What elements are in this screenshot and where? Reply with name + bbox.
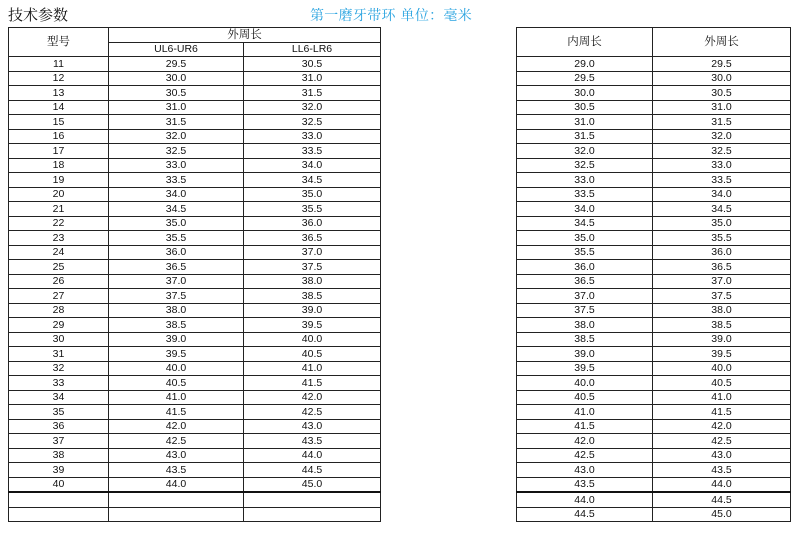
table-cell: 35.5 xyxy=(517,246,653,260)
table-cell: 42.0 xyxy=(244,391,381,405)
table-cell: 39.5 xyxy=(109,347,244,362)
table-row xyxy=(517,260,791,275)
table-row xyxy=(9,391,381,405)
table-cell: 43.0 xyxy=(109,449,244,463)
table-row xyxy=(517,144,791,159)
table-row xyxy=(9,159,381,173)
table-cell: 32.0 xyxy=(244,101,381,115)
table-cell: 37.5 xyxy=(653,289,791,304)
table-row xyxy=(517,130,791,144)
table-row xyxy=(517,508,791,522)
table-cell: 40.0 xyxy=(244,333,381,347)
table-row xyxy=(517,275,791,289)
table-cell: 40.0 xyxy=(517,376,653,391)
table-cell: 11 xyxy=(9,57,109,72)
table-cell: 31.5 xyxy=(517,130,653,144)
table-cell: 44.0 xyxy=(653,478,791,493)
table-row xyxy=(9,202,381,217)
table-cell: 31.0 xyxy=(244,72,381,86)
table-cell: 42.0 xyxy=(653,420,791,434)
table-cell: 38.0 xyxy=(517,318,653,333)
table-row xyxy=(517,173,791,188)
table-cell: 37.5 xyxy=(109,289,244,304)
table-cell: 30 xyxy=(9,333,109,347)
table-cell: 35.5 xyxy=(653,231,791,246)
table-row xyxy=(9,420,381,434)
table-cell: 33.0 xyxy=(517,173,653,188)
table-cell: 35.0 xyxy=(653,217,791,231)
table-cell: 44.0 xyxy=(109,478,244,493)
table-row xyxy=(517,333,791,347)
table-cell: 36.5 xyxy=(109,260,244,275)
table-cell: 43.5 xyxy=(244,434,381,449)
table-row xyxy=(9,289,381,304)
table-cell: 31.5 xyxy=(244,86,381,101)
table-cell: 39.5 xyxy=(244,318,381,333)
table-cell: 30.5 xyxy=(653,86,791,101)
table-cell: 35 xyxy=(9,405,109,420)
table-cell: 29.5 xyxy=(517,72,653,86)
upper-model-subheader: UL6-UR6 xyxy=(109,43,244,57)
table-cell: 34.0 xyxy=(517,202,653,217)
table-cell: 40.5 xyxy=(109,376,244,391)
table-cell: 31.5 xyxy=(109,115,244,130)
table-cell: 45.0 xyxy=(244,478,381,493)
table-cell: 40.5 xyxy=(517,391,653,405)
table-row xyxy=(517,159,791,173)
table-cell: 38.0 xyxy=(653,304,791,318)
table-cell: 39.0 xyxy=(653,333,791,347)
table-cell: 37.5 xyxy=(517,304,653,318)
table-cell: 40.5 xyxy=(653,376,791,391)
table-row xyxy=(9,333,381,347)
table-row xyxy=(517,405,791,420)
table-cell: 38.5 xyxy=(653,318,791,333)
table-cell: 29.5 xyxy=(653,57,791,72)
table-cell: 37.5 xyxy=(244,260,381,275)
table-cell: 42.5 xyxy=(244,405,381,420)
table-cell: 31.5 xyxy=(653,115,791,130)
table-cell: 30.0 xyxy=(109,72,244,86)
left-table-body xyxy=(9,57,381,522)
table-cell: 33.0 xyxy=(244,130,381,144)
table-row xyxy=(517,376,791,391)
table-row xyxy=(9,508,381,522)
table-row xyxy=(9,188,381,202)
model-outer-perimeter-table xyxy=(8,27,381,522)
table-row xyxy=(517,304,791,318)
table-cell: 33 xyxy=(9,376,109,391)
table-cell: 39.0 xyxy=(109,333,244,347)
table-cell: 31.0 xyxy=(517,115,653,130)
table-cell xyxy=(244,492,381,508)
table-cell: 28 xyxy=(9,304,109,318)
table-cell xyxy=(109,508,244,522)
table-cell: 31.0 xyxy=(653,101,791,115)
table-row xyxy=(517,362,791,376)
table-cell: 39.0 xyxy=(244,304,381,318)
table-cell: 22 xyxy=(9,217,109,231)
table-cell: 30.5 xyxy=(244,57,381,72)
table-cell: 42.0 xyxy=(109,420,244,434)
table-cell: 38.0 xyxy=(244,275,381,289)
table-cell: 16 xyxy=(9,130,109,144)
table-cell xyxy=(244,508,381,522)
table-cell: 34 xyxy=(9,391,109,405)
table-row xyxy=(9,434,381,449)
table-cell: 42.5 xyxy=(109,434,244,449)
table-cell: 41.0 xyxy=(109,391,244,405)
table-cell: 32.5 xyxy=(653,144,791,159)
table-row xyxy=(517,101,791,115)
table-cell: 44.5 xyxy=(653,492,791,508)
table-cell: 36.5 xyxy=(517,275,653,289)
table-cell: 36.0 xyxy=(109,246,244,260)
table-row xyxy=(9,57,381,72)
table-cell: 34.5 xyxy=(517,217,653,231)
table-cell: 37.0 xyxy=(653,275,791,289)
table-cell: 40.5 xyxy=(244,347,381,362)
table-cell: 37.0 xyxy=(517,289,653,304)
table-cell: 35.0 xyxy=(244,188,381,202)
table-cell: 37.0 xyxy=(109,275,244,289)
table-cell: 40.0 xyxy=(109,362,244,376)
table-cell: 32.0 xyxy=(653,130,791,144)
table-cell: 20 xyxy=(9,188,109,202)
table-cell: 45.0 xyxy=(653,508,791,522)
table-row xyxy=(517,478,791,493)
table-cell: 36.0 xyxy=(517,260,653,275)
table-cell: 43.0 xyxy=(517,463,653,478)
table-row xyxy=(517,449,791,463)
table-row xyxy=(517,86,791,101)
table-cell: 15 xyxy=(9,115,109,130)
table-row xyxy=(9,304,381,318)
table-cell: 23 xyxy=(9,231,109,246)
table-cell: 29 xyxy=(9,318,109,333)
table-cell: 44.0 xyxy=(517,492,653,508)
table-cell: 33.5 xyxy=(517,188,653,202)
table-cell: 30.5 xyxy=(517,101,653,115)
table-row xyxy=(9,144,381,159)
table-cell: 32.0 xyxy=(517,144,653,159)
table-cell: 34.5 xyxy=(244,173,381,188)
table-cell: 32.0 xyxy=(109,130,244,144)
table-cell: 18 xyxy=(9,159,109,173)
table-cell: 26 xyxy=(9,275,109,289)
table-row xyxy=(9,130,381,144)
table-row xyxy=(9,478,381,493)
table-cell: 36.0 xyxy=(653,246,791,260)
table-cell: 38.5 xyxy=(517,333,653,347)
table-cell: 35.5 xyxy=(109,231,244,246)
table-cell: 41.5 xyxy=(653,405,791,420)
table-cell: 42.0 xyxy=(517,434,653,449)
table-row xyxy=(9,376,381,391)
table-cell: 33.5 xyxy=(109,173,244,188)
table-row xyxy=(9,173,381,188)
inner-perimeter-header: 内周长 xyxy=(517,28,653,57)
table-cell: 29.5 xyxy=(109,57,244,72)
table-cell: 34.0 xyxy=(109,188,244,202)
table-row xyxy=(9,217,381,231)
table-row xyxy=(9,318,381,333)
table-cell: 34.0 xyxy=(244,159,381,173)
inner-outer-perimeter-table xyxy=(516,27,791,522)
table-cell: 39.5 xyxy=(653,347,791,362)
table-cell: 43.5 xyxy=(109,463,244,478)
table-row xyxy=(517,72,791,86)
table-row xyxy=(517,231,791,246)
table-cell: 12 xyxy=(9,72,109,86)
right-table-body xyxy=(517,57,791,522)
table-cell: 13 xyxy=(9,86,109,101)
table-cell: 43.5 xyxy=(517,478,653,493)
outer-perimeter-header: 外周长 xyxy=(109,28,381,43)
table-cell: 39.5 xyxy=(517,362,653,376)
table-cell: 27 xyxy=(9,289,109,304)
table-cell: 38 xyxy=(9,449,109,463)
table-cell: 36.0 xyxy=(244,217,381,231)
table-cell xyxy=(109,492,244,508)
table-row xyxy=(517,217,791,231)
table-cell: 30.0 xyxy=(653,72,791,86)
table-row xyxy=(517,463,791,478)
table-cell: 30.5 xyxy=(109,86,244,101)
outer-perimeter-header-right: 外周长 xyxy=(653,28,791,57)
table-row xyxy=(9,260,381,275)
table-cell: 40.0 xyxy=(653,362,791,376)
table-subtitle: 第一磨牙带环 单位：毫米 xyxy=(310,8,473,24)
table-row xyxy=(9,405,381,420)
table-cell: 38.0 xyxy=(109,304,244,318)
table-row xyxy=(9,347,381,362)
table-cell: 33.5 xyxy=(244,144,381,159)
table-cell: 19 xyxy=(9,173,109,188)
table-cell: 32.5 xyxy=(244,115,381,130)
table-cell: 42.5 xyxy=(653,434,791,449)
table-cell: 31 xyxy=(9,347,109,362)
table-row xyxy=(9,72,381,86)
table-cell: 32 xyxy=(9,362,109,376)
table-row xyxy=(9,275,381,289)
table-cell: 36.5 xyxy=(653,260,791,275)
table-cell: 33.0 xyxy=(109,159,244,173)
table-cell: 40 xyxy=(9,478,109,493)
table-row xyxy=(517,115,791,130)
table-cell: 14 xyxy=(9,101,109,115)
table-cell: 43.0 xyxy=(653,449,791,463)
table-cell: 41.0 xyxy=(517,405,653,420)
table-cell: 41.0 xyxy=(653,391,791,405)
table-cell: 35.0 xyxy=(517,231,653,246)
table-row xyxy=(9,449,381,463)
table-row xyxy=(517,246,791,260)
table-cell: 36.5 xyxy=(244,231,381,246)
table-cell: 44.0 xyxy=(244,449,381,463)
table-cell: 43.0 xyxy=(244,420,381,434)
lower-model-subheader: LL6-LR6 xyxy=(244,43,381,57)
table-row xyxy=(517,347,791,362)
table-row xyxy=(9,246,381,260)
table-cell: 34.5 xyxy=(653,202,791,217)
table-cell: 38.5 xyxy=(244,289,381,304)
table-row xyxy=(9,492,381,508)
table-cell: 39.0 xyxy=(517,347,653,362)
table-cell: 31.0 xyxy=(109,101,244,115)
table-row xyxy=(9,86,381,101)
table-cell: 42.5 xyxy=(517,449,653,463)
table-cell: 39 xyxy=(9,463,109,478)
table-row xyxy=(517,391,791,405)
table-row xyxy=(517,492,791,508)
table-cell: 34.5 xyxy=(109,202,244,217)
table-cell: 30.0 xyxy=(517,86,653,101)
table-cell: 17 xyxy=(9,144,109,159)
table-row xyxy=(517,434,791,449)
table-cell: 44.5 xyxy=(517,508,653,522)
table-row xyxy=(517,202,791,217)
table-cell: 25 xyxy=(9,260,109,275)
table-cell: 41.5 xyxy=(244,376,381,391)
table-row xyxy=(517,188,791,202)
model-column-header: 型号 xyxy=(9,28,109,57)
table-cell: 33.5 xyxy=(653,173,791,188)
table-cell: 34.0 xyxy=(653,188,791,202)
table-row xyxy=(9,463,381,478)
table-cell: 41.0 xyxy=(244,362,381,376)
table-cell: 32.5 xyxy=(517,159,653,173)
table-row xyxy=(517,420,791,434)
table-row xyxy=(517,57,791,72)
table-cell: 29.0 xyxy=(517,57,653,72)
page-title: 技术参数 xyxy=(8,6,69,24)
table-row xyxy=(9,101,381,115)
table-cell: 41.5 xyxy=(517,420,653,434)
table-cell: 21 xyxy=(9,202,109,217)
table-cell: 36 xyxy=(9,420,109,434)
table-cell: 35.5 xyxy=(244,202,381,217)
table-row xyxy=(517,318,791,333)
table-row xyxy=(517,289,791,304)
table-cell: 37 xyxy=(9,434,109,449)
table-cell: 43.5 xyxy=(653,463,791,478)
table-cell: 41.5 xyxy=(109,405,244,420)
table-row xyxy=(9,115,381,130)
table-cell: 33.0 xyxy=(653,159,791,173)
table-cell xyxy=(9,508,109,522)
table-cell: 35.0 xyxy=(109,217,244,231)
table-row xyxy=(9,362,381,376)
table-row xyxy=(9,231,381,246)
table-cell: 32.5 xyxy=(109,144,244,159)
table-cell: 24 xyxy=(9,246,109,260)
table-cell: 38.5 xyxy=(109,318,244,333)
table-cell xyxy=(9,492,109,508)
table-cell: 37.0 xyxy=(244,246,381,260)
table-cell: 44.5 xyxy=(244,463,381,478)
